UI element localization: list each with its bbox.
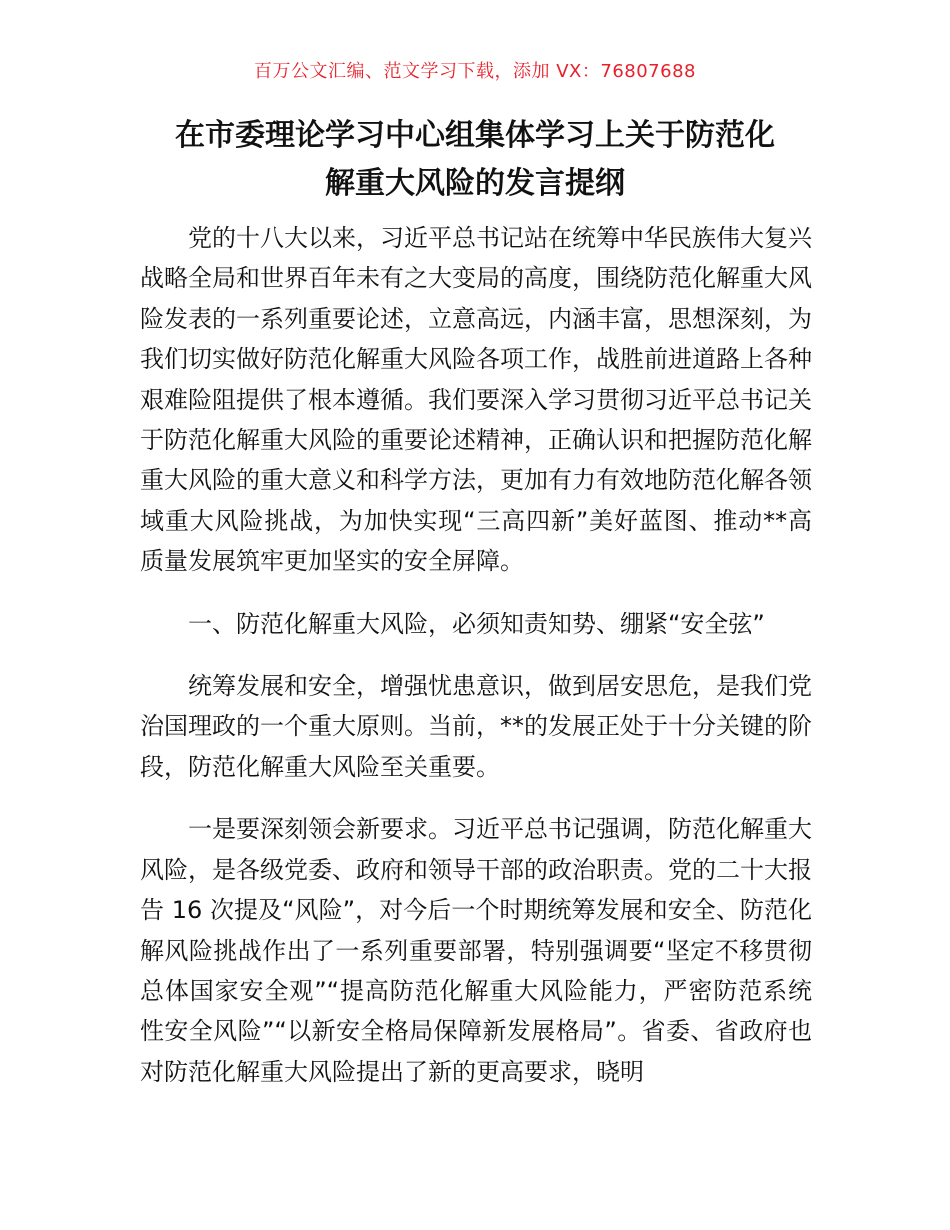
paragraph-intro: 党的十八大以来，习近平总书记站在统筹中华民族伟大复兴战略全局和世界百年未有之大变局的高度，围绕防范化解重大风险发表的一系列重要论述，立意高远，内涵丰富，思想深刻，为我们切实做好防范化解重大风险各项工作，战胜前进道路上各种艰难险阻提供了根本遵循。我们要深入学习贯彻习近平总书记关于防范化解重大风险的重要论述精神，正确认识和把握防范化解重大风险的重大意义和科学方法，更加有力有效地防范化解各领域重大风险挑战，为加快实现“三高四新”美好蓝图、推动**高质量发展筑牢更加坚实的安全屏障。: [140, 224, 812, 576]
header-notice: 百万公文汇编、范文学习下载，添加 VX：76807688: [254, 61, 696, 82]
title-line-1: 在市委理论学习中心组集体学习上关于防范化: [175, 118, 775, 153]
title-line-2: 解重大风险的发言提纲: [325, 166, 625, 201]
paragraph-point-1: 一是要深刻领会新要求。习近平总书记强调，防范化解重大风险，是各级党委、政府和领导干部的政治职责。党的二十大报告 16 次提及“风险”，对今后一个时期统筹发展和安全、防范化解风险挑战作出了一系列重要部署，特别强调要“坚定不移贯彻总体国家安全观”“提高防范化解重大风险能力，严密防范系统性安全风险”“以新安全格局保障新发展格局”。省委、省政府也对防范化解重大风险提出了新的更高要求，晓明: [140, 815, 812, 1086]
document-title: [100, 112, 850, 208]
paragraph-section-1: 统筹发展和安全，增强忧患意识，做到居安思危，是我们党治国理政的一个重大原则。当前，**的发展正处于十分关键的阶段，防范化解重大风险至关重要。: [140, 672, 812, 781]
document-body: [140, 218, 812, 1092]
section-heading-1: 一、防范化解重大风险，必须知责知势、绷紧“安全弦”: [188, 609, 765, 638]
